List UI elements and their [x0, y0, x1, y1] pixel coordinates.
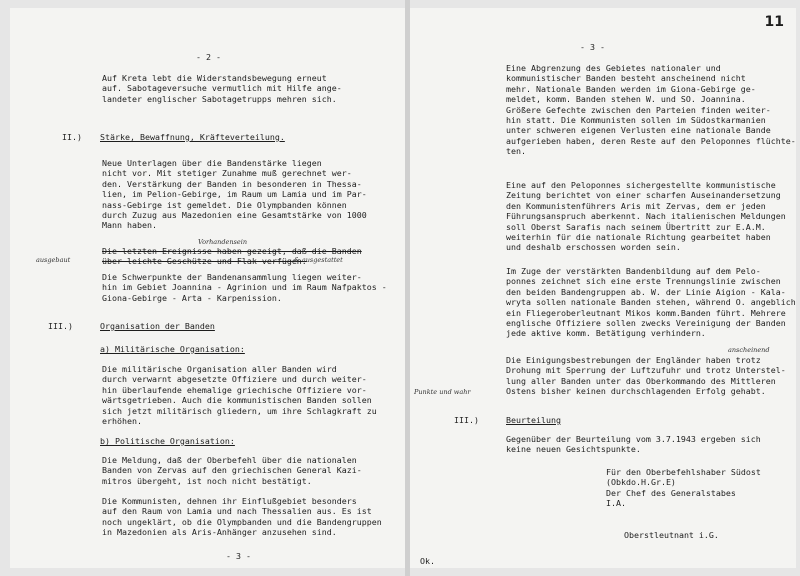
section-2-paragraph-3: Die Schwerpunkte der Bandenansammlung liegen weiter- hin im Gebiet Joannina - Agrinion und im Raum Nafpaktos - Giona-Gebirge - Arta - Karpenission.	[102, 272, 387, 303]
margin-note-left-3: & ausgestattet	[294, 256, 343, 264]
assessment-paragraph: Gegenüber der Beurteilung vom 3.7.1943 ergeben sich keine neuen Gesichtspunkte.	[506, 434, 761, 455]
sheet-number: 11	[764, 14, 784, 30]
page-footer-left: - 3 -	[226, 551, 251, 561]
right-paragraph-3: Im Zuge der verstärkten Bandenbildung auf dem Pelo- ponnes zeichnet sich eine erste Trennungslinie zwischen den beiden Bandengruppen ab. W. der Linie Aigion - Kala- wryta sollen nationale Banden stehen, während O. angeblich ein Fliegeroberleutnant Mikos komm.Banden führt. Mehrere englische Offiziere sollen zwecks Vereinigung der Banden jede aktive komm. Betätigung verhindern.	[506, 266, 796, 339]
footer-left-mark: Ok.	[420, 556, 435, 566]
margin-note-left-2: Vorhandensein	[198, 238, 248, 246]
right-paragraph-1: Eine Abgrenzung des Gebietes nationaler und kommunistischer Banden besteht anscheinend nicht mehr. Nationale Banden werden im Giona-Gebirge ge- meldet, komm. Banden stehen W. und SO. Joannina. Größere Gefechte zwischen den Parteien finden weiter- hin statt. Die Kommunisten sollen im Südostkarmanien unter schweren eigenen Verlusten eine nationale Bande aufgerieben haben, deren Reste auf den Peloponnes flüchte- ten.	[506, 63, 796, 157]
page-header-left: - 2 -	[196, 52, 221, 62]
section-3-number-right: III.)	[454, 415, 479, 425]
assessment-title: Beurteilung	[506, 415, 561, 425]
signer-rank: Oberstleutnant i.G.	[624, 530, 719, 540]
left-document-page	[10, 8, 406, 568]
handwritten-note-right: anscheinend	[728, 346, 770, 354]
right-paragraph-2: Eine auf den Peloponnes sichergestellte kommunistische Zeitung berichtet von einer scharfen Auseinandersetzung den Kommunistenführers Aris mit Zervas, dem er jeden Führungsanspruch aberkennt. Nach italienischen Meldungen soll Oberst Sarafis nach seinem Übertritt zur E.A.M. weiterhin für die nationale Richtung gearbeitet haben und deshalb erschossen worden sein.	[506, 180, 786, 253]
margin-note-right: Punkte und wahr	[414, 388, 471, 396]
section-2-number: II.)	[62, 132, 82, 142]
right-document-page	[410, 8, 796, 568]
page-header-right: - 3 -	[580, 42, 605, 52]
subsection-a-paragraph: Die militärische Organisation aller Banden wird durch verwarnt abgesetzte Offiziere und durch weiter- hin überlaufende ehemalige griechische Offiziere vor- wärtsgetrieben. Auch die kommunistischen Banden sollen sich jetzt militärisch gliedern, um ihre Schlagkraft zu erhöhen.	[102, 364, 377, 427]
section-3-title: Organisation der Banden	[100, 321, 215, 331]
signature-block: Für den Oberbefehlshaber Südost (Obkdo.H.Gr.E) Der Chef des Generalstabes I.A.	[606, 467, 761, 509]
subsection-b-label: b) Politische Organisation:	[100, 436, 235, 446]
margin-note-left-1: ausgebaut	[36, 256, 71, 264]
section-2-paragraph-1: Neue Unterlagen über die Bandenstärke liegen nicht vor. Mit stetiger Zunahme muß gerechnet wer- den. Verstärkung der Banden in besonderen in Thessa- lien, im Pelion-Gebirge, im Raum um Lamia und im Par- nass-Gebirge ist gemeldet. Die Olympbanden können durch Zuzug aus Mazedonien eine Gesamtstärke von 1000 Mann haben.	[102, 158, 367, 231]
section-2-paragraph-2: Die letzten Ereignisse haben gezeigt, daß die Banden über leichte Geschütze und Flak verfügen.	[102, 246, 362, 267]
subsection-b-paragraph-1: Die Meldung, daß der Oberbefehl über die nationalen Banden von Zervas auf den griechischen General Kazi- mitros übergeht, ist noch nicht bestätigt.	[102, 455, 362, 486]
right-paragraph-4: Die Einigungsbestrebungen der Engländer haben trotz Drohung mit Sperrung der Luftzufuhr und trotz Unterstel- lung aller Banden unter das Oberkommando des Mittleren Ostens bisher keinen durchschlagenden Erfolg gehabt.	[506, 355, 786, 397]
subsection-b-paragraph-2: Die Kommunisten, dehnen ihr Einflußgebiet besonders auf den Raum von Lamia und nach Thessalien aus. Es ist noch ungeklärt, ob die Olympbanden und die Bandengruppen in Mazedonien als Aris-Anhänger anzusehen sind.	[102, 496, 382, 538]
intro-paragraph: Auf Kreta lebt die Widerstandsbewegung erneut auf. Sabotageversuche vermutlich mit Hilfe ange- landeter englischer Sabotagetrupps mehren sich.	[102, 73, 342, 104]
section-2-title: Stärke, Bewaffnung, Kräfteverteilung.	[100, 132, 285, 142]
subsection-a-label: a) Militärische Organisation:	[100, 344, 245, 354]
section-3-number: III.)	[48, 321, 73, 331]
